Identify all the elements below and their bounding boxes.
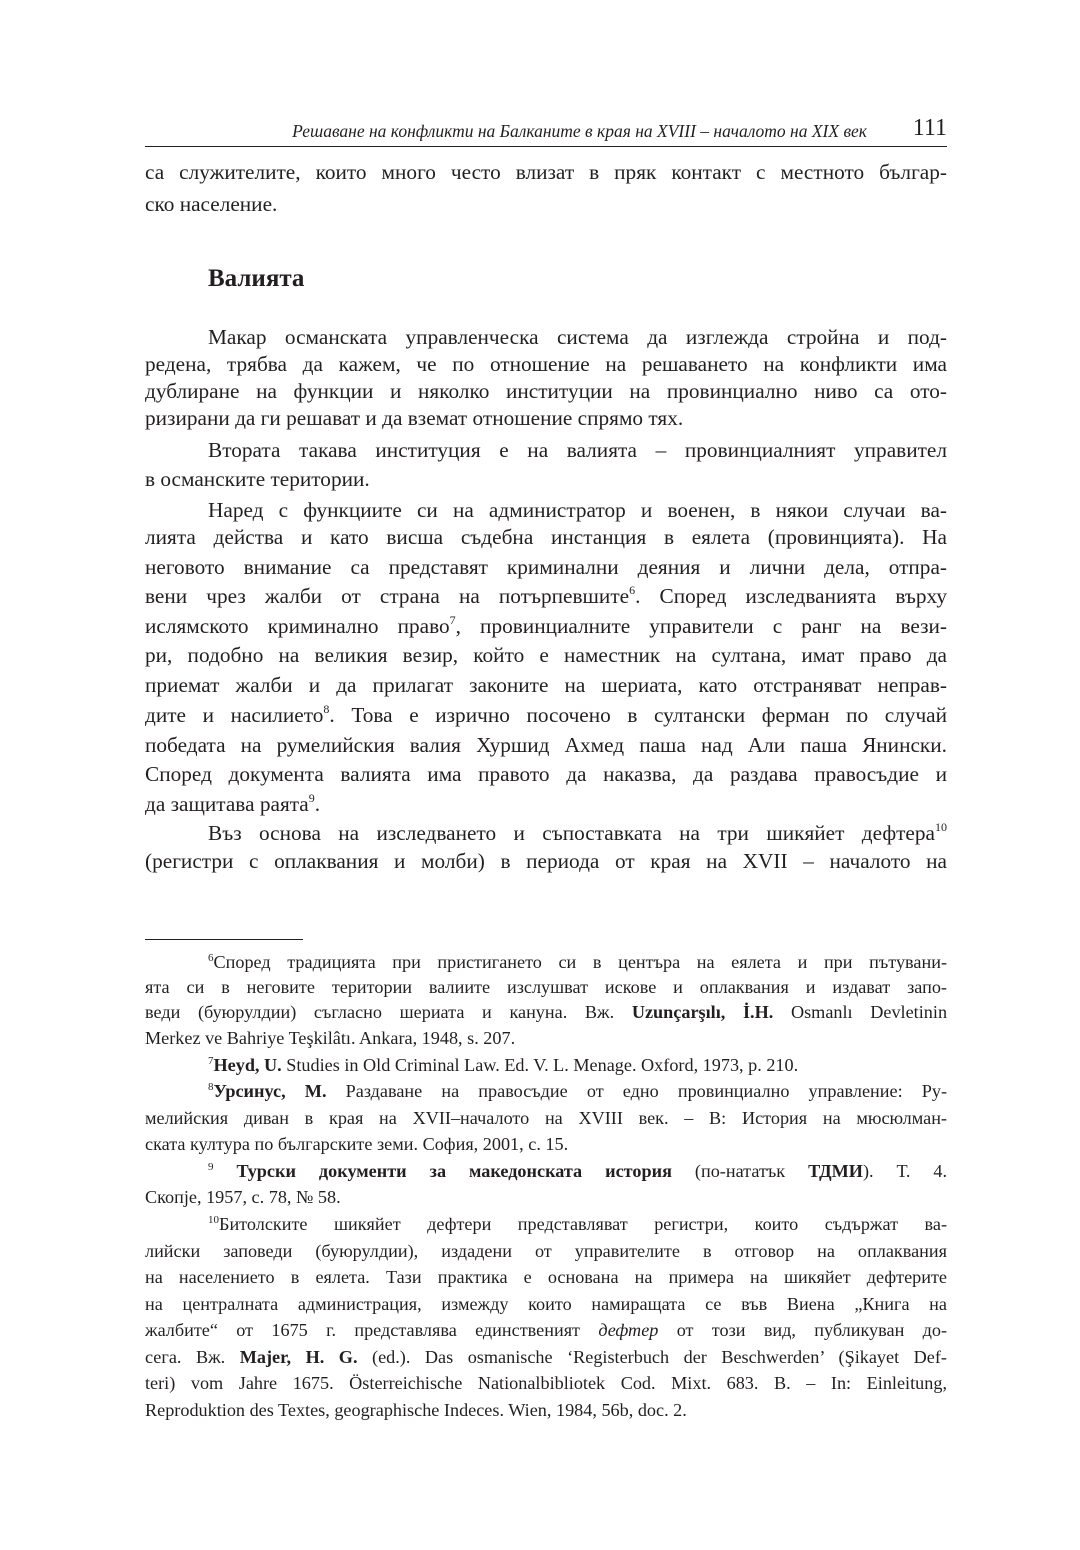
footnote-line: на населението в еялета. Тази практика е основана на примера на шикяйет дефтерите (145, 1267, 947, 1287)
text-run: , провинциалните управители с ранг на вези- (455, 614, 947, 638)
footnote-line (145, 1344, 947, 1371)
body-line: в османските територии. (145, 467, 370, 491)
body-line: победата на румелийския валия Хуршид Ахмед паша над Али паша Янински. (145, 733, 947, 757)
text-run: дите и насилието (145, 703, 324, 727)
footnote-ref-9[interactable]: 9 (308, 791, 315, 805)
body-line (145, 700, 947, 730)
footnote-line (208, 1211, 947, 1238)
text-run: (ed.). Das osmanische ‘Registerbuch der Beschwerden’ (Şikayet Def- (372, 1347, 947, 1367)
text-run: (по-нататък (694, 1161, 786, 1181)
footnote-line: мелийския диван в края на XVII–началото на XVIII век. – В: История на мюсюлман- (145, 1108, 947, 1128)
text-run: Studies in Old Criminal Law. Ed. V. L. Menage. Oxford, 1973, p. 210. (286, 1055, 799, 1075)
footnote-line (208, 1052, 947, 1079)
text-run: . Според изследванията върху (635, 584, 947, 608)
body-line: Макар османската управленческа система да изглежда стройна и под- (208, 325, 947, 349)
footnote-line: Скопје, 1957, с. 78, № 58. (145, 1187, 341, 1207)
footnote-line (208, 949, 947, 976)
body-line (145, 581, 947, 611)
text-run: вени чрез жалби от страна на потърпевшите (145, 584, 630, 608)
footnote-ref-6[interactable]: 6 (629, 583, 636, 597)
page-number: 111 (912, 115, 947, 141)
running-title: Решаване на конфликти на Балканите в края на XVIII – началото на XIX век (292, 121, 867, 141)
text-run: Според традицията при пристигането си в центъра на еялета и при пътувани- (213, 952, 947, 972)
footnote-number-7: 7 (208, 1055, 214, 1067)
footnote-number-10: 10 (208, 1214, 219, 1226)
header-rule (145, 146, 947, 147)
footnote-line: лийски заповеди (буюрулдии), издадени от управителите в отговор на оплаквания (145, 1241, 947, 1261)
footnote-line: ята си в неговите територии валиите изслушват искове и оплаквания и издават запо- (145, 977, 947, 997)
body-line: Наред с функциите си на администратор и военен, в някои случаи ва- (208, 498, 947, 522)
text-run: . Това е изрично посочено в султански ферман по случай (329, 703, 947, 727)
footnote-line: ската култура по българските земи. София, 2001, с. 15. (145, 1134, 569, 1154)
body-line (208, 818, 947, 848)
author-name: Урсинус, М. (213, 1081, 327, 1101)
text-run: от този вид, публикуван до- (676, 1320, 948, 1340)
body-line: Според документа валията има правото да наказва, да раздава правосъдие и (145, 762, 947, 786)
body-line: са служителите, които много често влизат в пряк контакт с местното българ- (145, 160, 947, 184)
footnote-ref-8[interactable]: 8 (323, 702, 330, 716)
footnote-line (145, 1317, 947, 1344)
italic-term: дефтер (598, 1320, 659, 1340)
footnote-ref-10[interactable]: 10 (935, 820, 947, 834)
text-run: ислямското криминално право (145, 614, 450, 638)
body-line: ско население. (145, 192, 278, 216)
text-run: жалбите“ от 1675 г. представлява единственият (145, 1320, 581, 1340)
body-line: дублиране на функции и няколко институции на провинциално ниво са ото- (145, 379, 947, 403)
body-line: (регистри с оплаквания и молби) в периода от края на XVII – началото на (145, 849, 947, 873)
text-run: Въз основа на изследването и съпоставката на три шикяйет дефтера (208, 821, 935, 845)
body-line (145, 789, 947, 819)
footnote-number-8: 8 (208, 1081, 214, 1093)
text-run: да защитава раята (145, 792, 309, 816)
section-heading: Валията (208, 265, 305, 292)
text-run: сега. Вж. (145, 1347, 226, 1367)
footnote-line: teri) vom Jahre 1675. Österreichische Nationalbibliotek Cod. Mixt. 683. B. – In: Einleitung, (145, 1373, 947, 1393)
body-line (145, 611, 947, 641)
text-run: Битолските шикяйет дефтери представляват регистри, които съдържат ва- (219, 1214, 947, 1234)
text-run: ). Т. 4. (862, 1161, 947, 1181)
text-run: Раздаване на правосъдие от едно провинциално управление: Ру- (345, 1081, 948, 1101)
body-line: лията действа и като висша съдебна инстанция в еялета (провинцията). На (145, 525, 947, 549)
body-line: ри, подобно на великия везир, който е наместник на султана, имат право да (145, 643, 947, 667)
body-line: неговото внимание са представят криминални деяния и лични дела, отпра- (145, 555, 947, 579)
footnote-number-9: 9 (208, 1161, 214, 1173)
author-name: Majer, H. G. (239, 1347, 358, 1367)
source-title: Турски документи за македонската история (236, 1161, 672, 1181)
footnote-ref-7[interactable]: 7 (449, 613, 456, 627)
body-line: редена, трябва да кажем, че по отношение на решаването на конфликти има (145, 352, 947, 376)
running-header (145, 116, 947, 146)
footnote-line: Reproduktion des Textes, geographische Indeces. Wien, 1984, 56b, doc. 2. (145, 1400, 687, 1420)
text-run: . (314, 792, 321, 816)
footnote-line (208, 1158, 947, 1185)
footnote-line (145, 999, 947, 1026)
author-name: Heyd, U. (213, 1055, 282, 1075)
footnote-number-6: 6 (208, 952, 214, 964)
body-line: приемат жалби и да прилагат законите на шериата, като отстраняват неправ- (145, 673, 947, 697)
footnote-rule (145, 939, 303, 940)
text-run: веди (буюрулдии) съгласно шериата и кануна. Вж. (145, 1002, 615, 1022)
footnote-line: на централната администрация, измежду които намиращата се във Виена „Книга на (145, 1294, 947, 1314)
abbreviation: ТДМИ (808, 1161, 863, 1181)
author-name: Uzunçarşılı, İ.H. (631, 1002, 774, 1022)
body-line: ризирани да ги решават и да вземат отношение спрямо тях. (145, 406, 684, 430)
body-line: Втората такава институция е на валията – провинциалният управител (208, 438, 947, 462)
footnote-line (208, 1078, 947, 1105)
text-run: Osmanlı Devletinin (790, 1002, 948, 1022)
footnote-line: Merkez ve Bahriye Teşkilâtı. Ankara, 1948, s. 207. (145, 1028, 516, 1048)
